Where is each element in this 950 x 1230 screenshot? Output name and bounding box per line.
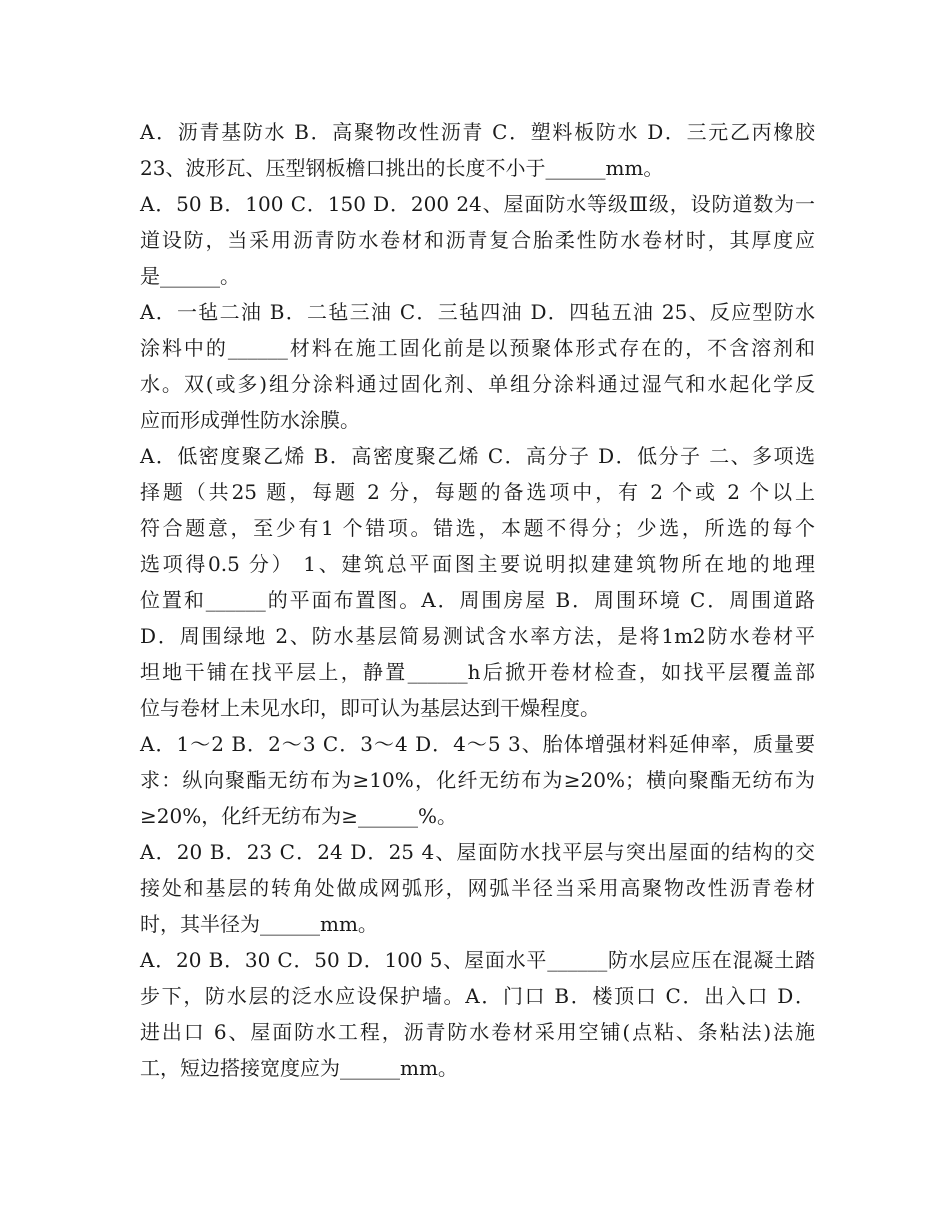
text-line: 符合题意，至少有1 个错项。错选，本题不得分；少选，所选的每个 — [140, 516, 815, 540]
text-line: 择题（共25 题，每题 2 分，每题的备选项中，有 2 个或 2 个以上 — [140, 480, 815, 504]
document-body — [140, 114, 815, 1086]
text-line: A．一毡二油 B．二毡三油 C．三毡四油 D．四毡五油 25、反应型防水 — [140, 300, 815, 324]
text-line: 道设防，当采用沥青防水卷材和沥青复合胎柔性防水卷材时，其厚度应 — [140, 228, 815, 252]
text-line: 求：纵向聚酯无纺布为≥10%，化纤无纺布为≥20%；横向聚酯无纺布为 — [140, 768, 815, 792]
text-line: 位与卷材上未见水印，即可认为基层达到干燥程度。 — [140, 696, 600, 720]
text-line: 应而形成弹性防水涂膜。 — [140, 408, 360, 432]
text-line: ≥20%，化纤无纺布为≥______%。 — [140, 804, 457, 828]
text-line: A．50 B．100 C．150 D．200 24、屋面防水等级Ⅲ级，设防道数为一 — [140, 192, 815, 216]
text-line: A．1～2 B．2～3 C．3～4 D．4～5 3、胎体增强材料延伸率，质量要 — [140, 732, 815, 756]
text-line: A．沥青基防水 B．高聚物改性沥青 C．塑料板防水 D．三元乙丙橡胶 — [140, 120, 815, 144]
text-line: A．20 B．23 C．24 D．25 4、屋面防水找平层与突出屋面的结构的交 — [140, 840, 815, 864]
text-line: 水。双(或多)组分涂料通过固化剂、单组分涂料通过湿气和水起化学反 — [140, 372, 815, 396]
text-line: 工，短边搭接宽度应为______mm。 — [140, 1056, 458, 1080]
text-line: D．周围绿地 2、防水基层简易测试含水率方法，是将1m2防水卷材平 — [140, 624, 815, 648]
text-line: 选项得0.5 分） 1、建筑总平面图主要说明拟建建筑物所在地的地理 — [140, 552, 815, 576]
text-line: A．20 B．30 C．50 D．100 5、屋面水平______防水层应压在混凝土踏 — [140, 948, 815, 972]
text-line: 时，其半径为______mm。 — [140, 912, 378, 936]
text-line: 步下，防水层的泛水应设保护墙。A．门口 B．楼顶口 C．出入口 D． — [140, 984, 815, 1008]
text-line: 23、波形瓦、压型钢板檐口挑出的长度不小于______mm。 — [140, 156, 664, 180]
text-line: 位置和______的平面布置图。A．周围房屋 B．周围环境 C．周围道路 — [140, 588, 815, 612]
text-line: 涂料中的______材料在施工固化前是以预聚体形式存在的，不含溶剂和 — [140, 336, 815, 360]
text-line: 接处和基层的转角处做成网弧形，网弧半径当采用高聚物改性沥青卷材 — [140, 876, 815, 900]
text-line: A．低密度聚乙烯 B．高密度聚乙烯 C．高分子 D．低分子 二、多项选 — [140, 444, 815, 468]
text-line: 坦地干铺在找平层上，静置______h后掀开卷材检查，如找平层覆盖部 — [140, 660, 815, 684]
text-line: 是______。 — [140, 264, 240, 288]
text-line: 进出口 6、屋面防水工程，沥青防水卷材采用空铺(点粘、条粘法)法施 — [140, 1020, 815, 1044]
